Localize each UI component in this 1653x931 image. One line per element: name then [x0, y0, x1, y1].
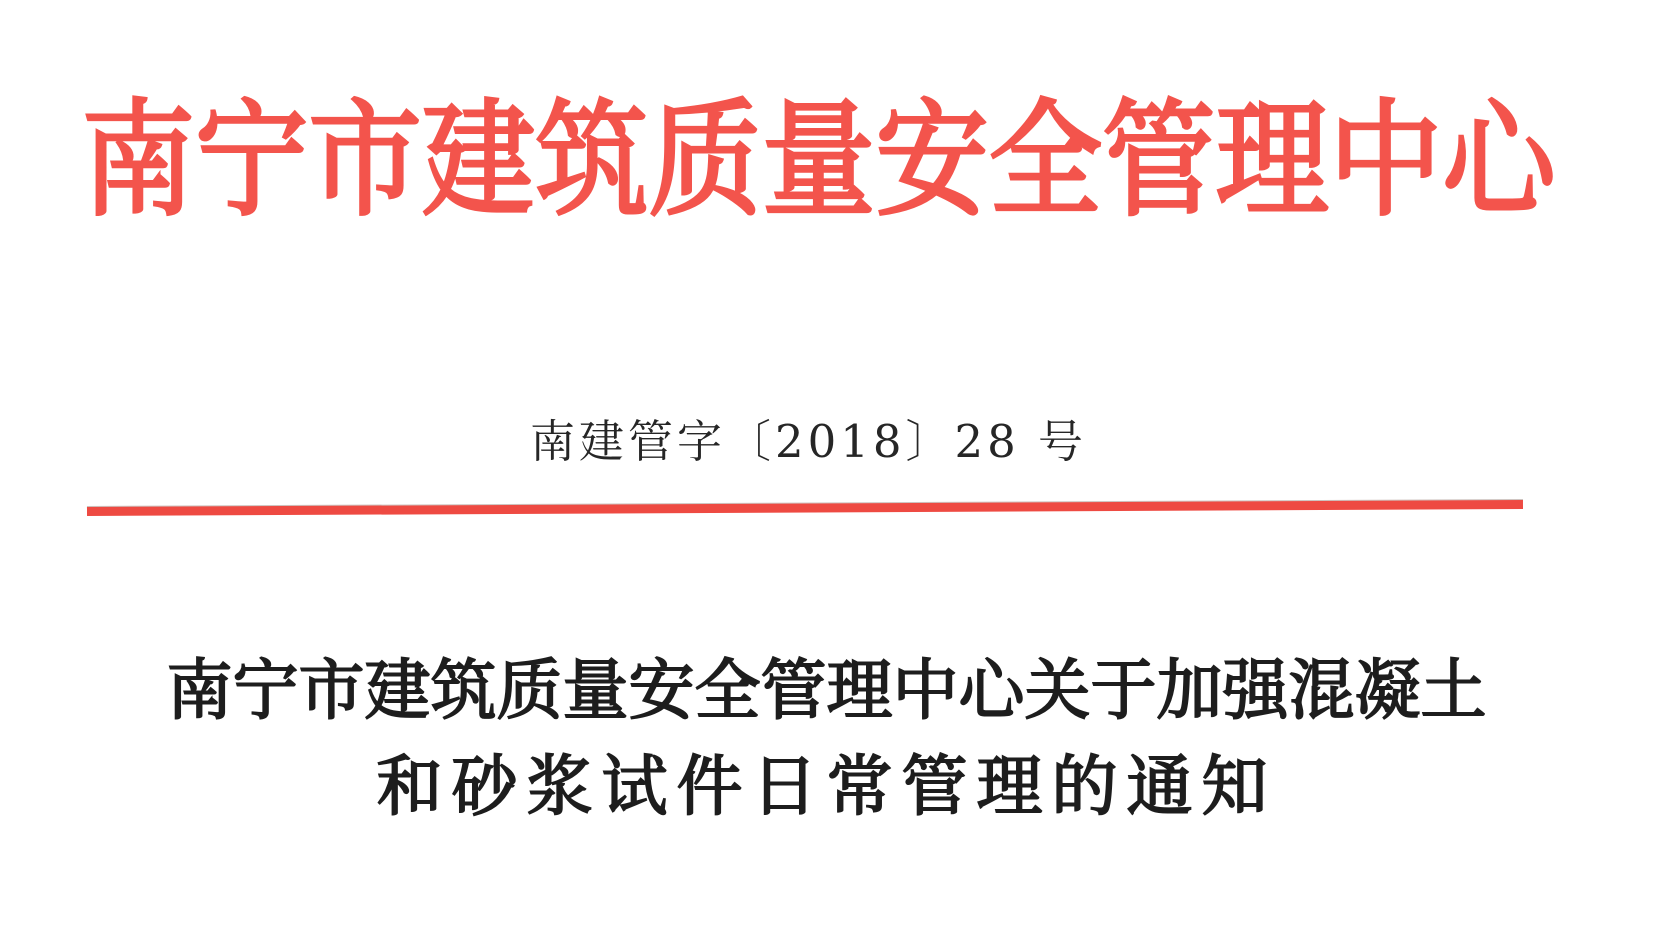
- document-reference-number: 南建管字〔2018〕28 号: [529, 415, 1088, 468]
- red-divider-line: [87, 500, 1523, 516]
- document-title: [0, 642, 1653, 834]
- document-title-line2: 和砂浆试件日常管理的通知: [376, 747, 1277, 825]
- document-title-line1: 南宁市建筑质量安全管理中心关于加强混凝土: [166, 651, 1487, 729]
- letterhead-agency-name: 南宁市建筑质量安全管理中心: [81, 86, 1556, 234]
